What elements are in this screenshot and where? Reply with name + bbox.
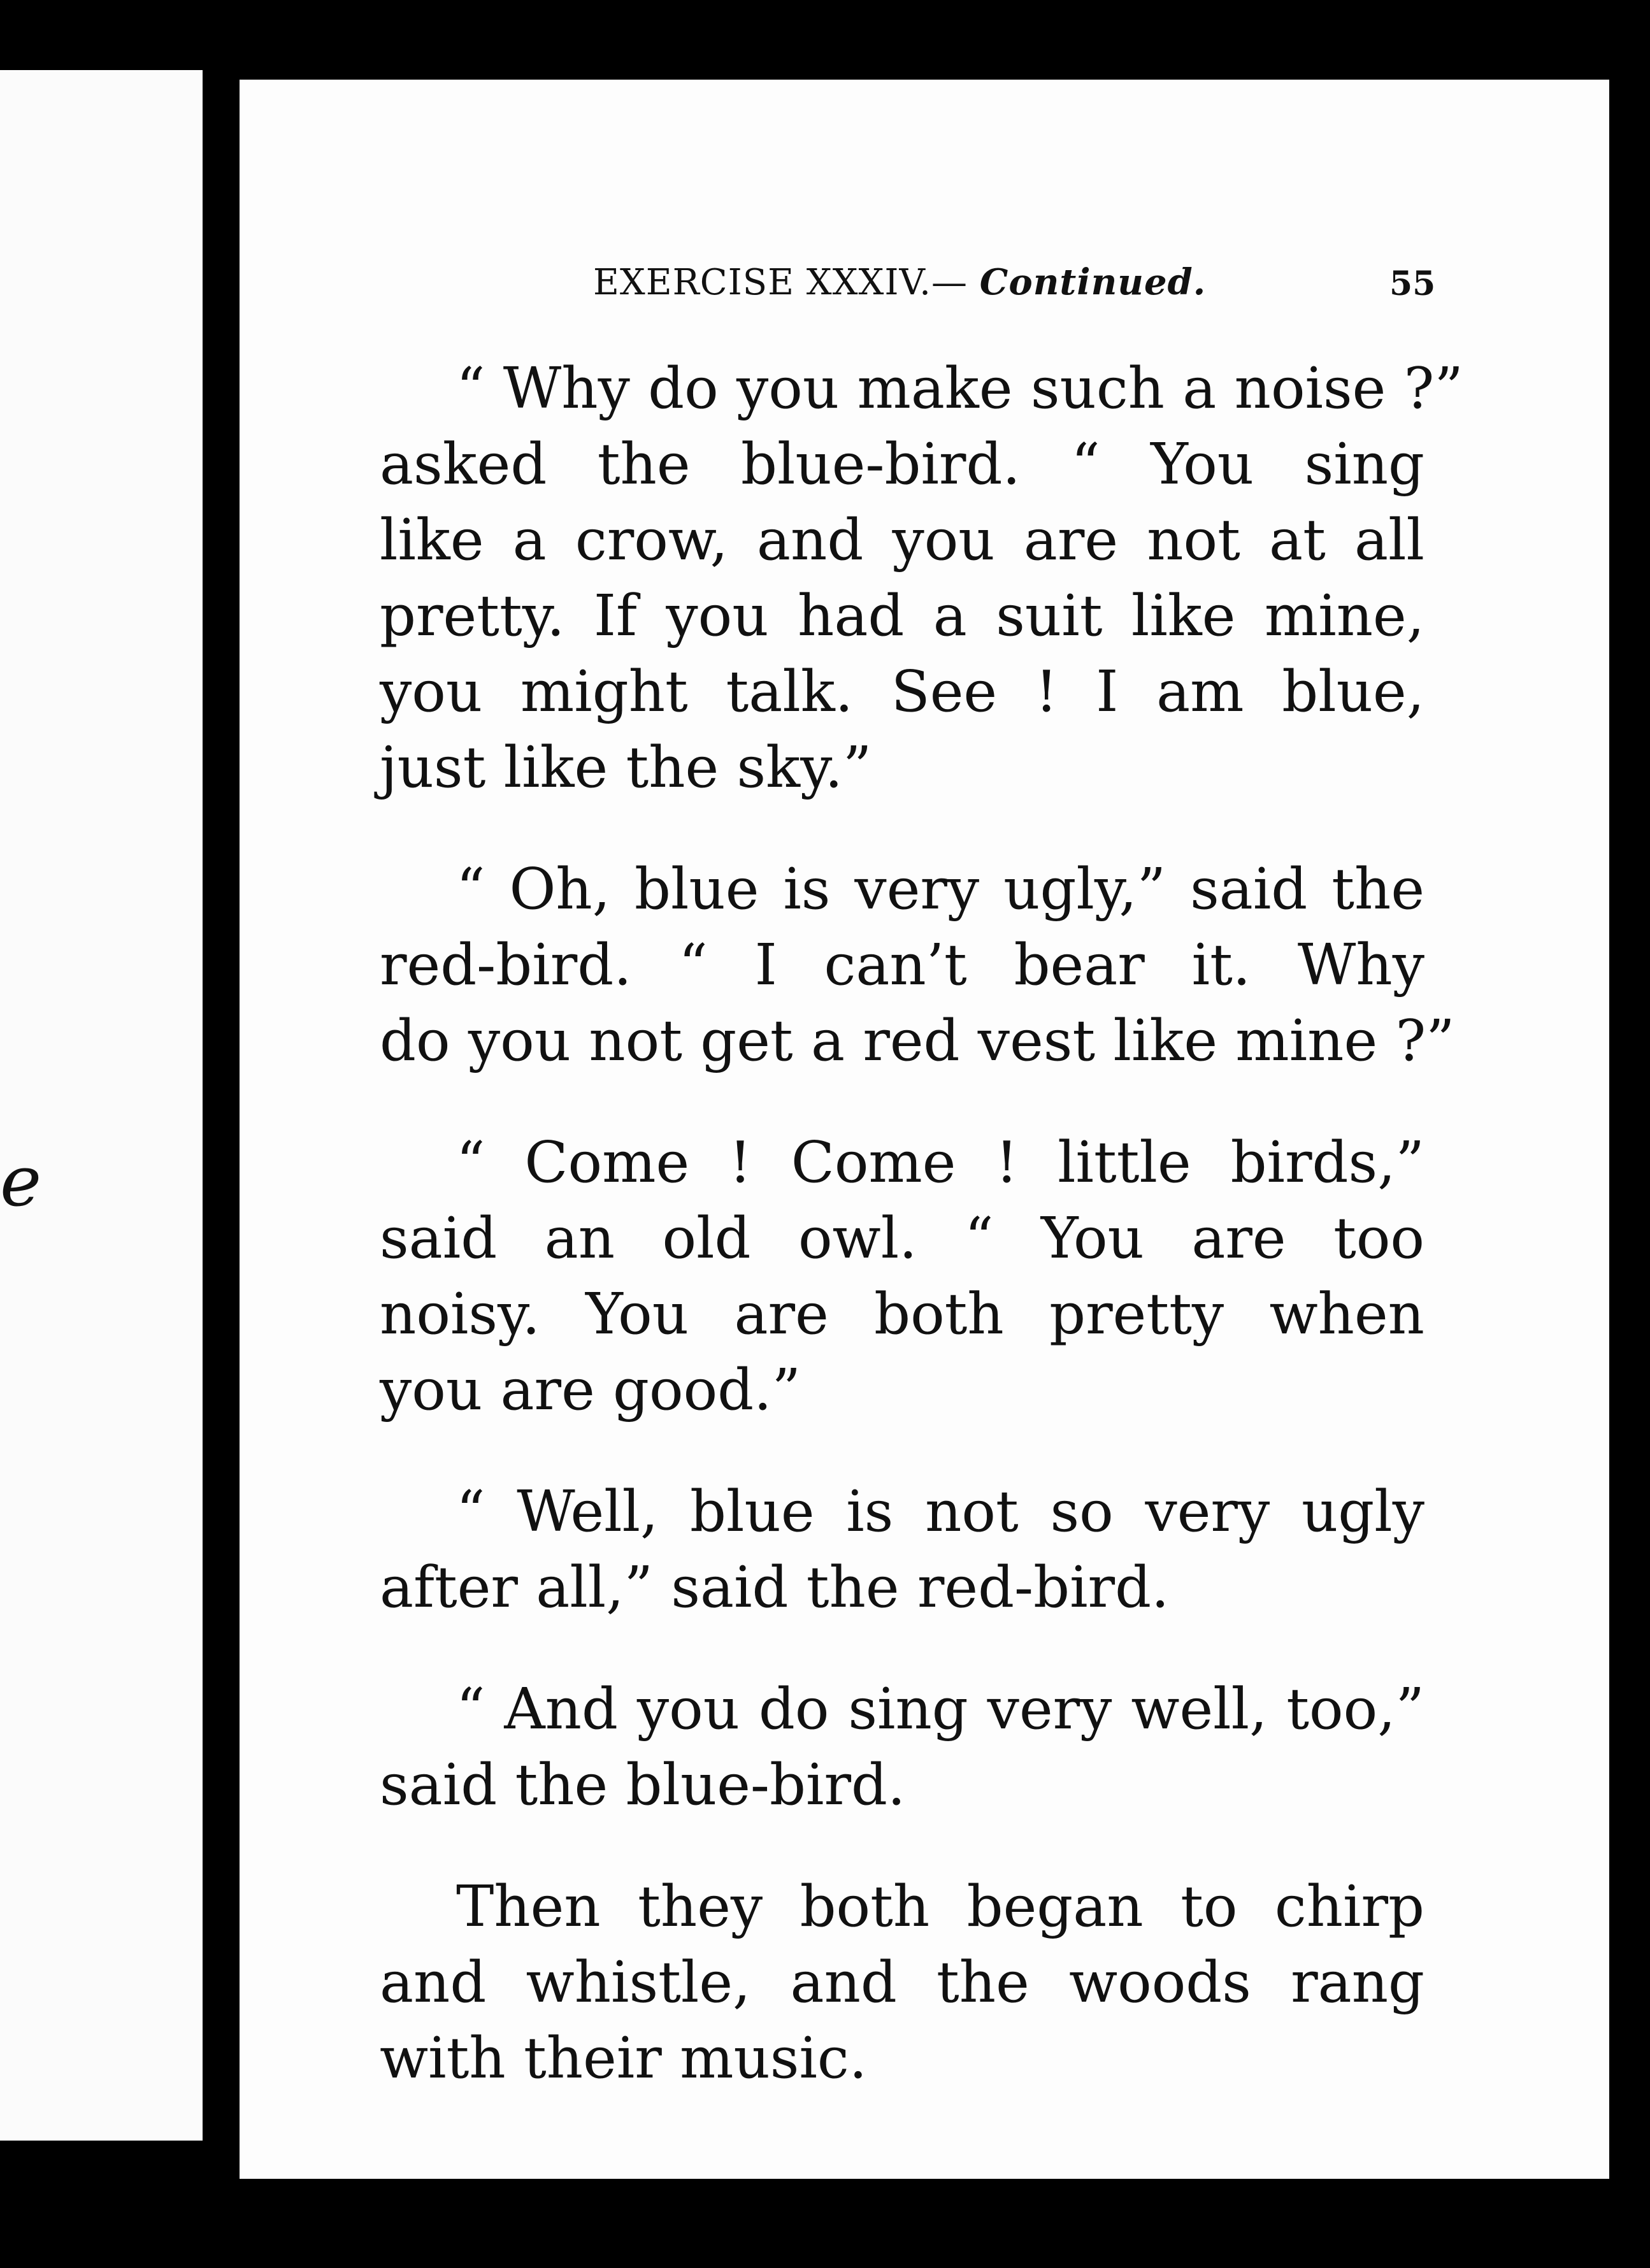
text-line: just like the sky.”: [380, 734, 872, 800]
text-line: “ Well, blue is not so very ugly: [456, 1478, 1424, 1544]
continued-label: Continued.: [979, 261, 1207, 303]
text-line: “ Why do you make such a noise ?”: [456, 355, 1463, 421]
paragraph: [380, 851, 1455, 1079]
text-line: and whistle, and the woods rang: [380, 1949, 1424, 2015]
text-line: asked the blue-bird. “ You sing: [380, 431, 1424, 497]
paragraph: [380, 350, 1463, 805]
facing-page-fragment: e: [0, 1140, 42, 1222]
paragraph: [380, 1671, 1424, 1823]
text-line: “ Come ! Come ! little birds,”: [456, 1129, 1424, 1195]
book-gutter: [203, 64, 240, 2166]
text-line: noisy. You are both pretty when: [380, 1281, 1424, 1347]
page-number: 55: [1389, 264, 1436, 303]
facing-page: [0, 70, 203, 2141]
running-head: [593, 261, 1206, 303]
text-line: like a crow, and you are not at all: [380, 506, 1424, 573]
paragraph: [380, 1474, 1424, 1625]
text-line: you might talk. See ! I am blue,: [380, 658, 1424, 724]
paragraph: [380, 1124, 1424, 1428]
text-line: you are good.”: [380, 1356, 801, 1423]
exercise-title: EXERCISE XXXIV.—: [593, 262, 968, 303]
book-page: [240, 80, 1609, 2179]
text-line: pretty. If you had a suit like mine,: [380, 582, 1424, 649]
page-body: [380, 350, 1463, 2142]
paragraph: [380, 1869, 1424, 2096]
text-line: “ And you do sing very well, too,”: [456, 1676, 1424, 1742]
text-line: after all,” said the red-bird.: [380, 1554, 1170, 1620]
text-line: said an old owl. “ You are too: [380, 1205, 1424, 1271]
text-line: do you not get a red vest like mine ?”: [380, 1007, 1455, 1073]
text-line: “ Oh, blue is very ugly,” said the: [456, 856, 1424, 922]
text-line: red-bird. “ I can’t bear it. Why: [380, 931, 1424, 998]
text-line: said the blue-bird.: [380, 1751, 906, 1818]
text-line: Then they both began to chirp: [456, 1873, 1424, 1939]
text-line: with their music.: [380, 2025, 868, 2091]
